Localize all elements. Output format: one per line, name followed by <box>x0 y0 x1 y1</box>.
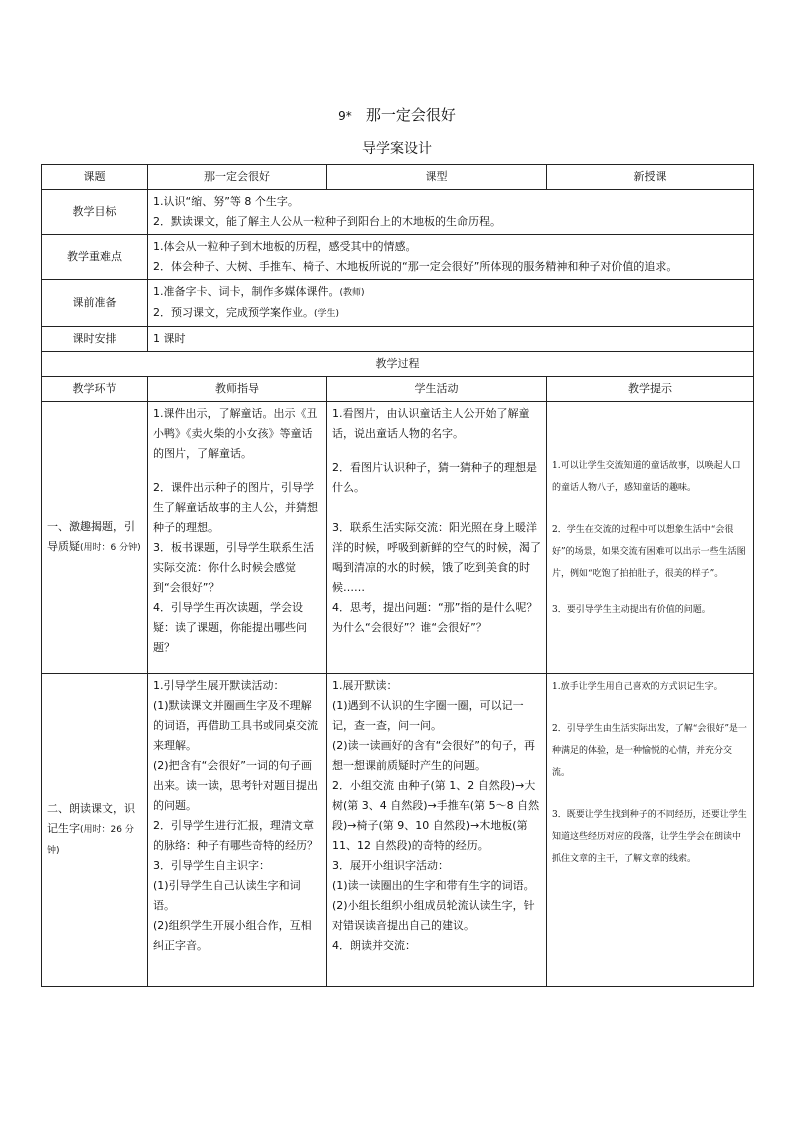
hint-item: 1.放手让学生用自己喜欢的方式识记生字。 <box>552 682 723 692</box>
teacher-cell <box>148 674 327 987</box>
student-step: 4．朗读并交流： <box>332 939 416 952</box>
process-header-row <box>42 377 754 402</box>
process-title: 教学过程 <box>42 352 754 377</box>
time-value: 1 课时 <box>148 327 754 352</box>
keys-label: 教学重难点 <box>42 235 148 280</box>
time-label: 课时安排 <box>42 327 148 352</box>
prep-row <box>42 280 754 327</box>
stage-note: (用时：26 分钟) <box>47 825 134 856</box>
student-step: 1.展开默读： <box>332 679 398 692</box>
stage-cell <box>42 402 148 674</box>
student-step: 2．看图片认识种子，猜一猜种子的理想是什么。 <box>332 461 537 494</box>
student-step: 3．展开小组识字活动： <box>332 859 449 872</box>
goals-row <box>42 190 754 235</box>
student-cell <box>327 402 547 674</box>
goal-item: 2．默读课文，能了解主人公从一粒种子到阳台上的木地板的生命历程。 <box>153 215 501 228</box>
topic-label: 课题 <box>42 165 148 190</box>
topic-row <box>42 165 754 190</box>
type-label: 课型 <box>327 165 547 190</box>
process-title-row <box>42 352 754 377</box>
student-step: (1)遇到不认识的生字圈一圈，可以记一记，查一查，问一问。 <box>332 699 524 732</box>
lesson-title-text: 那一定会很好 <box>365 106 456 124</box>
hint-item: 2．引导学生由生活实际出发，了解“会很好”是一种满足的体验，是一种愉悦的心情，并充分交流。 <box>552 724 747 778</box>
keys-content <box>148 235 754 280</box>
stage-cell <box>42 674 148 987</box>
prep-item-note: (教师) <box>339 288 365 298</box>
teacher-step: 1.引导学生展开默读活动： <box>153 679 285 692</box>
teacher-step: (1)引导学生自己认读生字和词语。 <box>153 879 301 912</box>
prep-item-note: (学生) <box>314 309 340 319</box>
teacher-step: 3．引导学生自主识字： <box>153 859 270 872</box>
teacher-step: (2)把含有“会很好”一词的句子画出来。读一读，思考针对题目提出的问题。 <box>153 759 318 812</box>
process-row-1 <box>42 402 754 674</box>
header-teacher: 教师指导 <box>148 377 327 402</box>
hint-item: 3．既要让学生找到种子的不同经历，还要让学生知道这些经历对应的段落，让学生学会在朗读中抓住文章的主干，了解文章的线索。 <box>552 810 747 864</box>
header-hints: 教学提示 <box>547 377 754 402</box>
goals-content <box>148 190 754 235</box>
student-step: 3．联系生活实际交流：阳光照在身上暖洋洋的时候，呼吸到新鲜的空气的时候，渴了喝到清凉的水的时候，饿了吃到美食的时候…… <box>332 521 541 594</box>
prep-content <box>148 280 754 327</box>
hint-item: 3．要引导学生主动提出有价值的问题。 <box>552 604 711 615</box>
teacher-step: 1.课件出示，了解童话。出示《丑小鸭》《卖火柴的小女孩》等童话的图片，了解童话。 <box>153 407 318 460</box>
student-cell <box>327 674 547 987</box>
goal-item: 1.认识“缩、努”等 8 个生字。 <box>153 195 299 208</box>
teacher-step: (2)组织学生开展小组合作，互相纠正字音。 <box>153 919 312 952</box>
student-step: 2．小组交流 由种子(第 1、2 自然段)→大树(第 3、4 自然段)→手推车(第 5～8 自然段)→椅子(第 9、10 自然段)→木地板(第 11、12 自然段)的奇特的经历。 <box>332 779 540 852</box>
teacher-step: 3．板书课题，引导学生联系生活实际交流：你什么时候会感觉到“会很好”？ <box>153 541 314 594</box>
student-step: 1.看图片，由认识童话主人公开始了解童话，说出童话人物的名字。 <box>332 407 530 440</box>
teacher-step: 2．课件出示种子的图片，引导学生了解童话故事的主人公，并猜想种子的理想。 <box>153 481 318 534</box>
keys-row <box>42 235 754 280</box>
prep-item <box>153 282 748 303</box>
stage-note: (用时：6 分钟) <box>80 543 141 553</box>
teacher-cell <box>148 402 327 674</box>
hint-item: 1.可以让学生交流知道的童话故事，以唤起人口的童话人物八子，感知童话的趣味。 <box>552 460 741 493</box>
lesson-title <box>0 104 794 125</box>
hints-cell <box>547 674 754 987</box>
type-value: 新授课 <box>547 165 754 190</box>
goals-label: 教学目标 <box>42 190 148 235</box>
stage-name: 一、激趣揭题，引导质疑 <box>47 520 135 553</box>
teacher-step: 4．引导学生再次读题，学会设疑：读了课题，你能提出哪些问题？ <box>153 601 307 654</box>
lesson-subtitle: 导学案设计 <box>362 141 432 157</box>
teacher-step: (1)默读课文并圈画生字及不理解的词语，再借助工具书或同桌交流来理解。 <box>153 699 318 752</box>
prep-label: 课前准备 <box>42 280 148 327</box>
student-step: (2)读一读画好的含有“会很好”的句子，再想一想课前质疑时产生的问题。 <box>332 739 535 772</box>
key-item: 1.体会从一粒种子到木地板的历程，感受其中的情感。 <box>153 240 417 253</box>
process-row-2 <box>42 674 754 987</box>
hint-item: 2．学生在交流的过程中可以想象生活中“会很好”的场景，如果交流有困难可以出示一些生活图片，例如“吃饱了拍拍肚子，很美的样子”。 <box>552 524 746 579</box>
stage-name: 二、朗读课文，识记生字 <box>47 802 135 835</box>
prep-item-text: 1.准备字卡、词卡，制作多媒体课件。 <box>153 285 340 298</box>
lesson-plan-table <box>41 164 754 987</box>
topic-value: 那一定会很好 <box>148 165 327 190</box>
key-item: 2．体会种子、大树、手推车、椅子、木地板所说的“那一定会很好”所体现的服务精神和种子对价值的追求。 <box>153 260 678 273</box>
prep-item <box>153 303 748 324</box>
header-student: 学生活动 <box>327 377 547 402</box>
student-step: (1)读一读圈出的生字和带有生字的词语。 <box>332 879 535 892</box>
time-row <box>42 327 754 352</box>
student-step: (2)小组长组织小组成员轮流认读生字，针对错误读音提出自己的建议。 <box>332 899 535 932</box>
teacher-step: 2．引导学生进行汇报，理清文章的脉络：种子有哪些奇特的经历？ <box>153 819 318 852</box>
prep-item-text: 2．预习课文，完成预学案作业。 <box>153 306 314 319</box>
header-stage: 教学环节 <box>42 377 148 402</box>
lesson-number: 9* <box>338 109 352 123</box>
student-step: 4．思考，提出问题：“那”指的是什么呢？为什么“会很好”？谁“会很好”？ <box>332 601 538 634</box>
hints-cell <box>547 402 754 674</box>
